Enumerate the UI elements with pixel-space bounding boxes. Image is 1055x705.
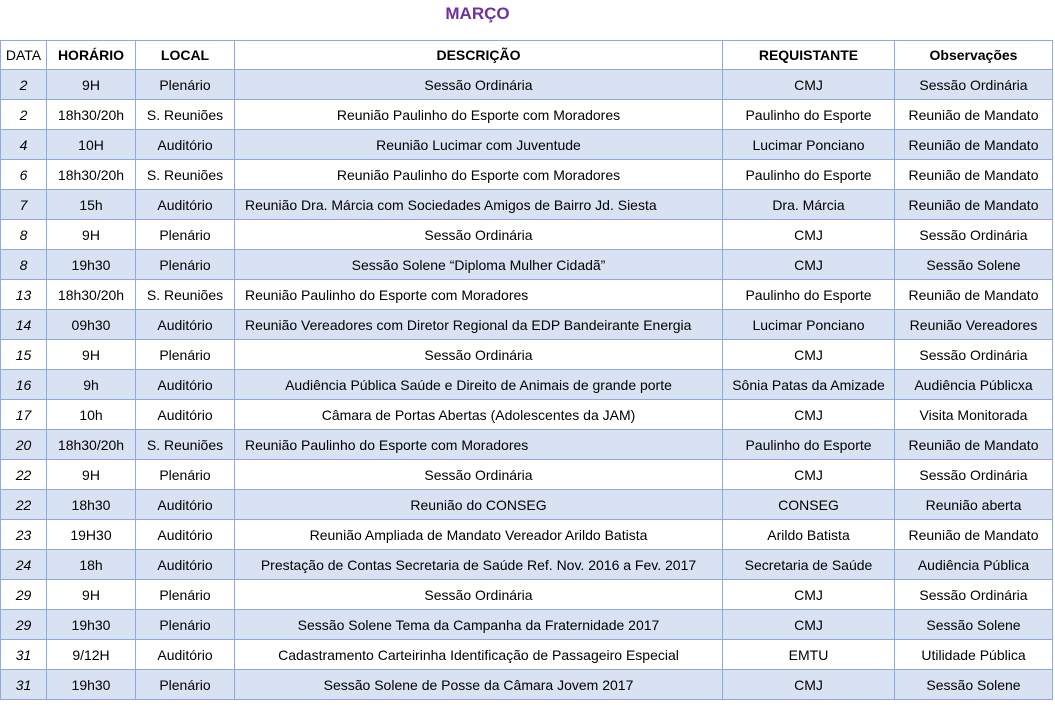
table-row [1,580,1053,610]
cell-observacoes: Reunião de Mandato [895,520,1053,550]
cell-local: Auditório [136,490,235,520]
table-row [1,640,1053,670]
cell-descricao: Reunião Vereadores com Diretor Regional da EDP Bandeirante Energia [235,310,723,340]
cell-horario: 9H [47,340,136,370]
cell-local: Plenário [136,340,235,370]
cell-descricao: Reunião Dra. Márcia com Sociedades Amigos de Bairro Jd. Siesta [235,190,723,220]
cell-data: 13 [1,280,47,310]
cell-observacoes: Sessão Ordinária [895,580,1053,610]
cell-descricao: Sessão Ordinária [235,340,723,370]
cell-data: 31 [1,670,47,700]
header-local: LOCAL [136,41,235,70]
cell-descricao: Reunião Paulinho do Esporte com Moradores [235,430,723,460]
cell-local: Auditório [136,550,235,580]
cell-observacoes: Sessão Ordinária [895,220,1053,250]
cell-descricao: Sessão Ordinária [235,220,723,250]
cell-local: S. Reuniões [136,280,235,310]
header-requistante: REQUISTANTE [723,41,895,70]
table-row [1,430,1053,460]
cell-observacoes: Sessão Ordinária [895,460,1053,490]
cell-local: Plenário [136,610,235,640]
cell-data: 29 [1,580,47,610]
cell-horario: 19h30 [47,250,136,280]
cell-data: 2 [1,70,47,100]
table-row [1,400,1053,430]
table-row [1,70,1053,100]
cell-descricao: Sessão Ordinária [235,460,723,490]
cell-local: Auditório [136,400,235,430]
cell-descricao: Reunião Paulinho do Esporte com Moradores [235,100,723,130]
table-row [1,250,1053,280]
cell-observacoes: Sessão Ordinária [895,340,1053,370]
cell-observacoes: Utilidade Pública [895,640,1053,670]
cell-requistante: Paulinho do Esporte [723,280,895,310]
cell-local: Auditório [136,130,235,160]
cell-observacoes: Sessão Solene [895,610,1053,640]
table-row [1,280,1053,310]
table-row [1,160,1053,190]
cell-observacoes: Sessão Solene [895,250,1053,280]
cell-descricao: Reunião Ampliada de Mandato Vereador Arildo Batista [235,520,723,550]
table-row [1,370,1053,400]
cell-local: Plenário [136,70,235,100]
cell-horario: 9H [47,70,136,100]
cell-horario: 18h30 [47,490,136,520]
page-title: MARÇO [445,4,510,23]
cell-observacoes: Reunião de Mandato [895,190,1053,220]
header-data: DATA [1,41,47,70]
cell-local: S. Reuniões [136,430,235,460]
cell-descricao: Sessão Solene “Diploma Mulher Cidadã” [235,250,723,280]
cell-observacoes: Reunião Vereadores [895,310,1053,340]
table-row [1,670,1053,700]
cell-horario: 9H [47,580,136,610]
cell-horario: 09h30 [47,310,136,340]
cell-local: Plenário [136,250,235,280]
header-observacoes: Observações [895,41,1053,70]
cell-local: Auditório [136,190,235,220]
cell-descricao: Reunião do CONSEG [235,490,723,520]
cell-requistante: Paulinho do Esporte [723,100,895,130]
cell-horario: 10h [47,400,136,430]
cell-horario: 9h [47,370,136,400]
cell-observacoes: Reunião de Mandato [895,100,1053,130]
cell-data: 4 [1,130,47,160]
cell-local: Auditório [136,310,235,340]
cell-data: 8 [1,250,47,280]
cell-horario: 9/12H [47,640,136,670]
cell-descricao: Audiência Pública Saúde e Direito de Animais de grande porte [235,370,723,400]
cell-data: 20 [1,430,47,460]
cell-horario: 18h30/20h [47,430,136,460]
cell-requistante: Arildo Batista [723,520,895,550]
cell-local: Plenário [136,580,235,610]
cell-observacoes: Reunião aberta [895,490,1053,520]
cell-requistante: Sônia Patas da Amizade [723,370,895,400]
cell-requistante: CMJ [723,670,895,700]
cell-horario: 19H30 [47,520,136,550]
cell-horario: 18h30/20h [47,280,136,310]
cell-data: 7 [1,190,47,220]
table-row [1,610,1053,640]
cell-requistante: Paulinho do Esporte [723,160,895,190]
cell-horario: 9H [47,460,136,490]
cell-requistante: Secretaria de Saúde [723,550,895,580]
table-row [1,550,1053,580]
table-row [1,220,1053,250]
cell-requistante: CMJ [723,580,895,610]
cell-data: 14 [1,310,47,340]
table-row [1,190,1053,220]
cell-descricao: Sessão Solene de Posse da Câmara Jovem 2017 [235,670,723,700]
cell-horario: 15h [47,190,136,220]
cell-data: 2 [1,100,47,130]
cell-requistante: CONSEG [723,490,895,520]
cell-data: 31 [1,640,47,670]
cell-descricao: Reunião Paulinho do Esporte com Moradores [235,160,723,190]
cell-observacoes: Audiência Públicxa [895,370,1053,400]
cell-local: S. Reuniões [136,100,235,130]
cell-descricao: Prestação de Contas Secretaria de Saúde Ref. Nov. 2016 a Fev. 2017 [235,550,723,580]
cell-descricao: Sessão Solene Tema da Campanha da Fraternidade 2017 [235,610,723,640]
cell-observacoes: Reunião de Mandato [895,160,1053,190]
cell-observacoes: Sessão Ordinária [895,70,1053,100]
cell-horario: 18h30/20h [47,160,136,190]
header-descricao: DESCRIÇÃO [235,41,723,70]
cell-observacoes: Audiência Pública [895,550,1053,580]
cell-requistante: Paulinho do Esporte [723,430,895,460]
header-horario: HORÁRIO [47,41,136,70]
table-row [1,520,1053,550]
cell-data: 17 [1,400,47,430]
cell-local: Auditório [136,520,235,550]
cell-requistante: CMJ [723,70,895,100]
cell-descricao: Cadastramento Carteirinha Identificação de Passageiro Especial [235,640,723,670]
cell-requistante: CMJ [723,610,895,640]
cell-horario: 18h [47,550,136,580]
header-row [1,41,1053,70]
cell-horario: 10H [47,130,136,160]
cell-data: 6 [1,160,47,190]
cell-descricao: Reunião Lucimar com Juventude [235,130,723,160]
cell-data: 29 [1,610,47,640]
cell-data: 22 [1,460,47,490]
cell-local: Auditório [136,370,235,400]
cell-observacoes: Reunião de Mandato [895,130,1053,160]
cell-requistante: CMJ [723,220,895,250]
table-row [1,310,1053,340]
table-row [1,460,1053,490]
table-row [1,340,1053,370]
cell-requistante: Dra. Márcia [723,190,895,220]
cell-local: S. Reuniões [136,160,235,190]
cell-requistante: Lucimar Ponciano [723,130,895,160]
cell-requistante: CMJ [723,250,895,280]
cell-local: Auditório [136,640,235,670]
cell-horario: 18h30/20h [47,100,136,130]
cell-data: 15 [1,340,47,370]
cell-descricao: Sessão Ordinária [235,580,723,610]
cell-data: 16 [1,370,47,400]
cell-local: Plenário [136,220,235,250]
cell-observacoes: Reunião de Mandato [895,430,1053,460]
cell-observacoes: Reunião de Mandato [895,280,1053,310]
schedule-table [0,40,1053,700]
table-row [1,100,1053,130]
cell-descricao: Reunião Paulinho do Esporte com Moradores [235,280,723,310]
cell-requistante: CMJ [723,460,895,490]
cell-horario: 9H [47,220,136,250]
table-row [1,130,1053,160]
cell-observacoes: Visita Monitorada [895,400,1053,430]
cell-local: Plenário [136,670,235,700]
cell-data: 8 [1,220,47,250]
cell-horario: 19h30 [47,670,136,700]
cell-requistante: CMJ [723,340,895,370]
cell-descricao: Câmara de Portas Abertas (Adolescentes da JAM) [235,400,723,430]
cell-requistante: CMJ [723,400,895,430]
cell-data: 24 [1,550,47,580]
cell-data: 22 [1,490,47,520]
cell-observacoes: Sessão Solene [895,670,1053,700]
table-row [1,490,1053,520]
cell-horario: 19h30 [47,610,136,640]
cell-descricao: Sessão Ordinária [235,70,723,100]
cell-requistante: EMTU [723,640,895,670]
cell-local: Plenário [136,460,235,490]
cell-data: 23 [1,520,47,550]
cell-requistante: Lucimar Ponciano [723,310,895,340]
